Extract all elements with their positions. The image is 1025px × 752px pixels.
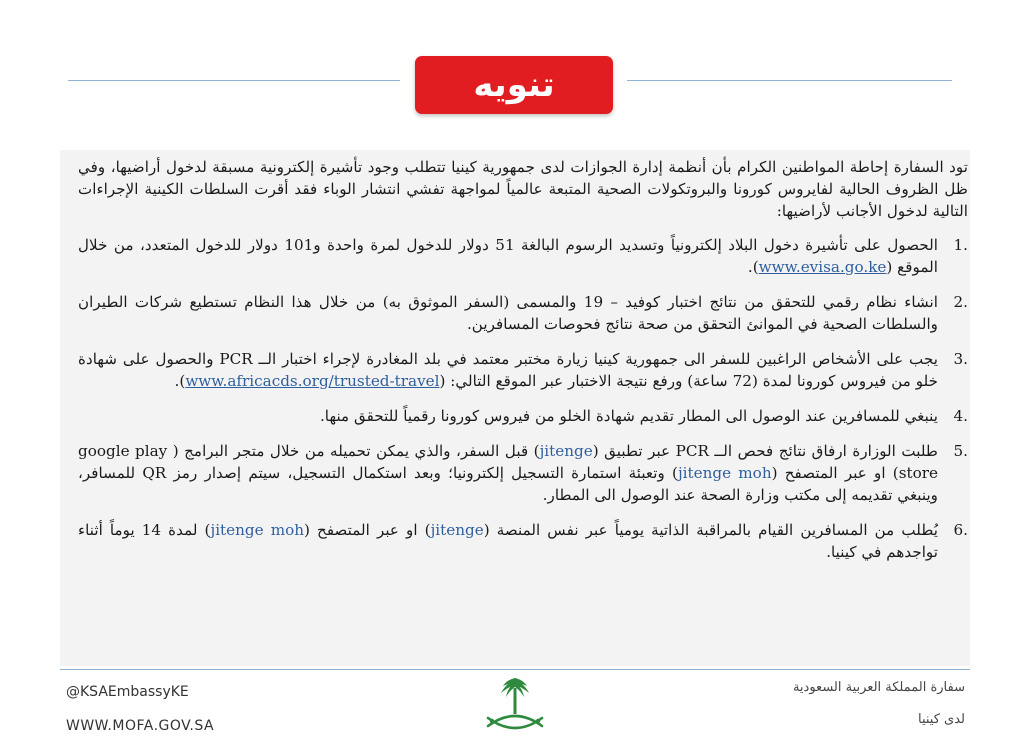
notice-body [78, 156, 968, 576]
title-rule-right [627, 80, 952, 81]
title-rule-left [68, 80, 400, 81]
embassy-name: سفارة المملكة العربية السعودية [792, 680, 965, 695]
intro-paragraph: تود السفارة إحاطة المواطنين الكرام بأن أنظمة إدارة الجوازات لدى جمهورية كينيا تتطلب وجود تأشيرة إلكترونية مسبقة لدخول أراضيها، وفي ظل الظروف الحالية لفايروس كورونا والبروتكولات الصحية المتبعة عالمياً لمواجهة تفشي انتشار الوباء فقد أقرت السلطات الكينية الإجراءات التالية لدخول الأجانب لأراضيها: [78, 158, 968, 220]
list-item: .2 انشاء نظام رقمي للتحقق من نتائج اختبار كوفيد – 19 والمسمى (السفر الموثوق به) من خلال هذا النظام تستطيع شركات الطيران والسلطات الصحية في الموانئ التحقق من صحة نتائج فحوصات المسافرين. [78, 293, 968, 333]
ministry-website: WWW.MOFA.GOV.SA [66, 718, 215, 734]
procedures-list [78, 234, 968, 563]
jitenge-moh-name: jitenge moh [210, 521, 305, 539]
list-item: .5 طلبت الوزارة ارفاق نتائج فحص الــ PCR عبر تطبيق (jitenge) قبل السفر، والذي يمكن تحميله من خلال متجر البرامج ( google play store) او عبر المتصفح (jitenge moh) وتعبئة استمارة التسجيل إلكترونيا؛ وبعد استكمال التسجيل، سيتم إصدار رمز QR للمسافر، وينبغي تقديمه إلى مكتب وزارة الصحة عند الوصول الى المطار. [78, 442, 968, 504]
page-title: تنويه [415, 56, 613, 114]
footer-rule [60, 669, 970, 670]
saudi-emblem-icon [482, 672, 548, 738]
jitenge-moh-name: jitenge moh [677, 464, 772, 482]
evisa-link[interactable]: www.evisa.go.ke [758, 258, 887, 276]
jitenge-app-name: jitenge [539, 442, 593, 460]
list-item: .1 الحصول على تأشيرة دخول البلاد إلكترونياً وتسديد الرسوم البالغة 51 دولار للدخول لمرة واحدة و101 دولار للدخول المتعدد، من خلال الموقع (www.evisa.go.ke). [78, 236, 968, 276]
list-item: .6 يُطلب من المسافرين القيام بالمراقبة الذاتية يومياً عبر نفس المنصة (jitenge) او عبر المتصفح (jitenge moh) لمدة 14 يوماً أثناء تواجدهم في كينيا. [78, 521, 968, 561]
jitenge-app-name: jitenge [430, 521, 484, 539]
africacds-link[interactable]: www.africacds.org/trusted-travel [185, 372, 440, 390]
list-item: .3 يجب على الأشخاص الراغبين للسفر الى جمهورية كينيا زيارة مختبر معتمد في بلد المغادرة لإجراء اختبار الــ PCR والحصول على شهادة خلو من فيروس كورونا لمدة (72 ساعة) ورفع نتيجة الاختبار عبر الموقع التالي: (www.africacds.org/trusted-travel). [78, 350, 968, 390]
twitter-handle: @KSAEmbassyKE [66, 684, 189, 700]
embassy-location: لدى كينيا [917, 712, 965, 727]
list-item: .4 ينبغي للمسافرين عند الوصول الى المطار تقديم شهادة الخلو من فيروس كورونا رقمياً للتحقق منها. [319, 407, 968, 425]
